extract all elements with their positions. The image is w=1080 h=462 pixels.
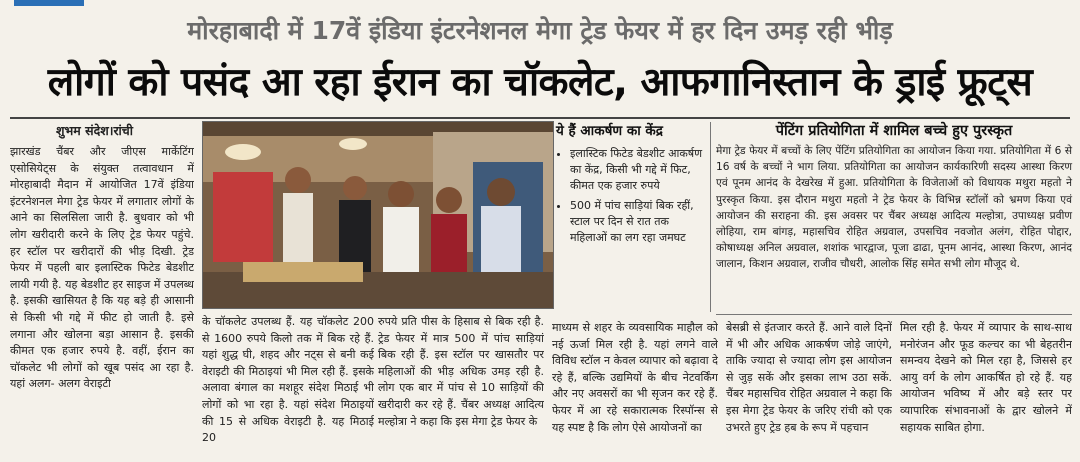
painting-body: मेगा ट्रेड फेयर में बच्चों के लिए पेंटिंग प्रतियोगिता का आयोजन किया गया. प्रतियोगिता में 6 से 16 वर्ष के बच्चों ने भाग लिया. प्रतियोगिता का आयोजन कार्यकारिणी सदस्य आस्था किरण एवं पूनम आनंद के देखरेख में हुआ. प्रतियोगिता के विजेताओं को विधायक मथुरा महतो ने पुरस्कृत किया. इस दौरान मथुरा महतो ने ट्रेड फेयर के विभिन्न स्टॉलों को भ्रमण किया एवं आयोजन की सराहना की. इस अवसर पर चैंबर अध्यक्ष आदित्य मल्होत्रा, उपाध्यक्ष प्रवीण लोहिया, राम बांगड़, महासचिव रोहित अग्रवाल, उपसचिव नवजोत अलंग, रोहित पोद्दार, कोषाध्यक्ष अनिल अग्रवाल, शशांक भारद्वाज, पूजा ढाढा, पूनम आनंद, आस्था किरण, आनंद जालान, किशन अग्रवाल, राजीव चौधरी, आलोक सिंह समेत सभी लोग मौजूद थे.: [716, 145, 1072, 271]
headline-rule: [10, 117, 1070, 119]
kicker-headline: मोरहाबादी में 17वें इंडिया इंटरनेशनल मेगा ट्रेड फेयर में हर दिन उमड़ रही भीड़: [187, 16, 893, 45]
article-column-1: झारखंड चैंबर और जीएस मार्केटिंग एसोसियेट्स के संयुक्त तत्वावधान में मोरहाबादी मैदान में आयोजित 17वें इंडिया इंटरनेशनल मेगा ट्रेड फेयर में लगातार लोगों के आने का सिलसिला जारी है. बुधवार को भी लोग खरीदारी करने के लिए ट्रेड फेयर पहुंचे. हर स्टॉल पर खरीदारों की भीड़ दिखी. ट्रेड फेयर में पहली बार इलास्टिक फिटेड बेडशीट लायी गयी है. यह बेडशीट हर साइज में उपलब्ध है. इसकी खासियत है कि यह बड़े ही आसानी से किसी भी गद्दे में फीट हो जाती है. इसे लगाना और खोलना बड़ा आसान है. इसकी कीमत एक हजार रुपये है. वहीं, ईरान का चॉकलेट भी लोगों को खूब पसंद आ रहा है. यहां अलग- अलग वेराइटी: [10, 145, 194, 391]
masthead-strip: [0, 0, 1080, 12]
attractions-list: [556, 146, 708, 246]
painting-title: पेंटिंग प्रतियोगिता में शामिल बच्चे हुए पुरस्कृत: [775, 123, 1013, 139]
article-column-2: के चॉकलेट उपलब्ध हैं. यह चॉकलेट 200 से 1600 रुपये किलो तक में बिक रहे हैं. यहां शुद्ध घी, शहद और नट्स से बनी कई वेराइटी की मिठाइयां भी मिल रही हैं. इसके अलावा बंगाल का मशहूर संदेश मिठाई भी लोगों को भा रहा है. यहां संदेश मिठाइयों की 15 से अधिक वेराइटी है. यह मिठाई 20: [202, 315, 374, 445]
attractions-box: [556, 122, 708, 318]
article-column-5: बेसब्री से इंतजार करते हैं. आने वाले दिनों में भी और अधिक आकर्षण जोड़े जाएंगे, ताकि ज्यादा से ज्यादा लोग इस आयोजन से जुड़ सकें और इसका लाभ उठा सकें. चैंबर महासचिव रोहित अग्रवाल ने कहा कि इस मेगा ट्रेड फेयर के जरिए रांची को एक उभरते हुए ट्रेड हब के रूप में पहचान: [726, 321, 892, 434]
painting-sidebar: [716, 121, 1072, 273]
attractions-title: ये हैं आकर्षण का केंद्र: [556, 123, 663, 139]
masthead-accent: [14, 0, 84, 6]
attraction-item: • इलास्टिक फिटेड बेडशीट आकर्षण का केंद्र, किसी भी गद्दे में फिट, कीमत एक हजार रुपये: [570, 146, 708, 194]
sidebar-rule: [716, 314, 1072, 315]
main-headline: लोगों को पसंद आ रहा ईरान का चॉकलेट, आफगानिस्तान के ड्राई फ्रूट्स: [47, 60, 1033, 105]
attraction-item: • 500 में पांच साड़ियां बिक रहीं, स्टाल पर दिन से रात तक महिलाओं का लग रहा जमघट: [570, 198, 708, 246]
article-column-3: रुपये प्रति पीस के हिसाब से बिक रही है. ट्रेड फेयर में मात्र 500 में पांच साड़ियां बिक रही हैं. इस स्टॉल पर खासतौर पर महिलाओं की भीड़ अधिक उमड़ रही है. लोग एक बार में पांच से 10 साड़ियों की खरीदारी कर रहे हैं. चैंबर अध्यक्ष आदित्य मल्होत्रा ने कहा कि इस मेगा ट्रेड फेयर के: [378, 315, 544, 428]
byline: शुभम संदेश।रांची: [56, 123, 133, 138]
column-divider: [710, 122, 711, 312]
article-column-4: माध्यम से शहर के व्यवसायिक माहौल को नई ऊर्जा मिल रही है. यहां लगने वाले विविध स्टॉल न केवल व्यापार को बढ़ावा दे रहे हैं, बल्कि उद्यमियों के बीच नेटवर्किंग और नए अवसरों का भी सृजन कर रहे हैं. फेयर में आ रहे सकारात्मक रिस्पॉन्स से यह स्पष्ट है कि लोग ऐसे आयोजनों का: [552, 321, 718, 434]
article-photo: [202, 121, 554, 309]
article-column-6: मिल रही है. फेयर में व्यापार के साथ-साथ मनोरंजन और फूड कल्चर का भी बेहतरीन समन्वय देखने को मिल रहा है, जिससे हर आयु वर्ग के लोग आकर्षित हो रहे हैं. यह आयोजन भविष्य में और बड़े स्तर पर व्यापारिक संभावनाओं के द्वार खोलने में सहायक साबित होगा.: [900, 321, 1072, 434]
